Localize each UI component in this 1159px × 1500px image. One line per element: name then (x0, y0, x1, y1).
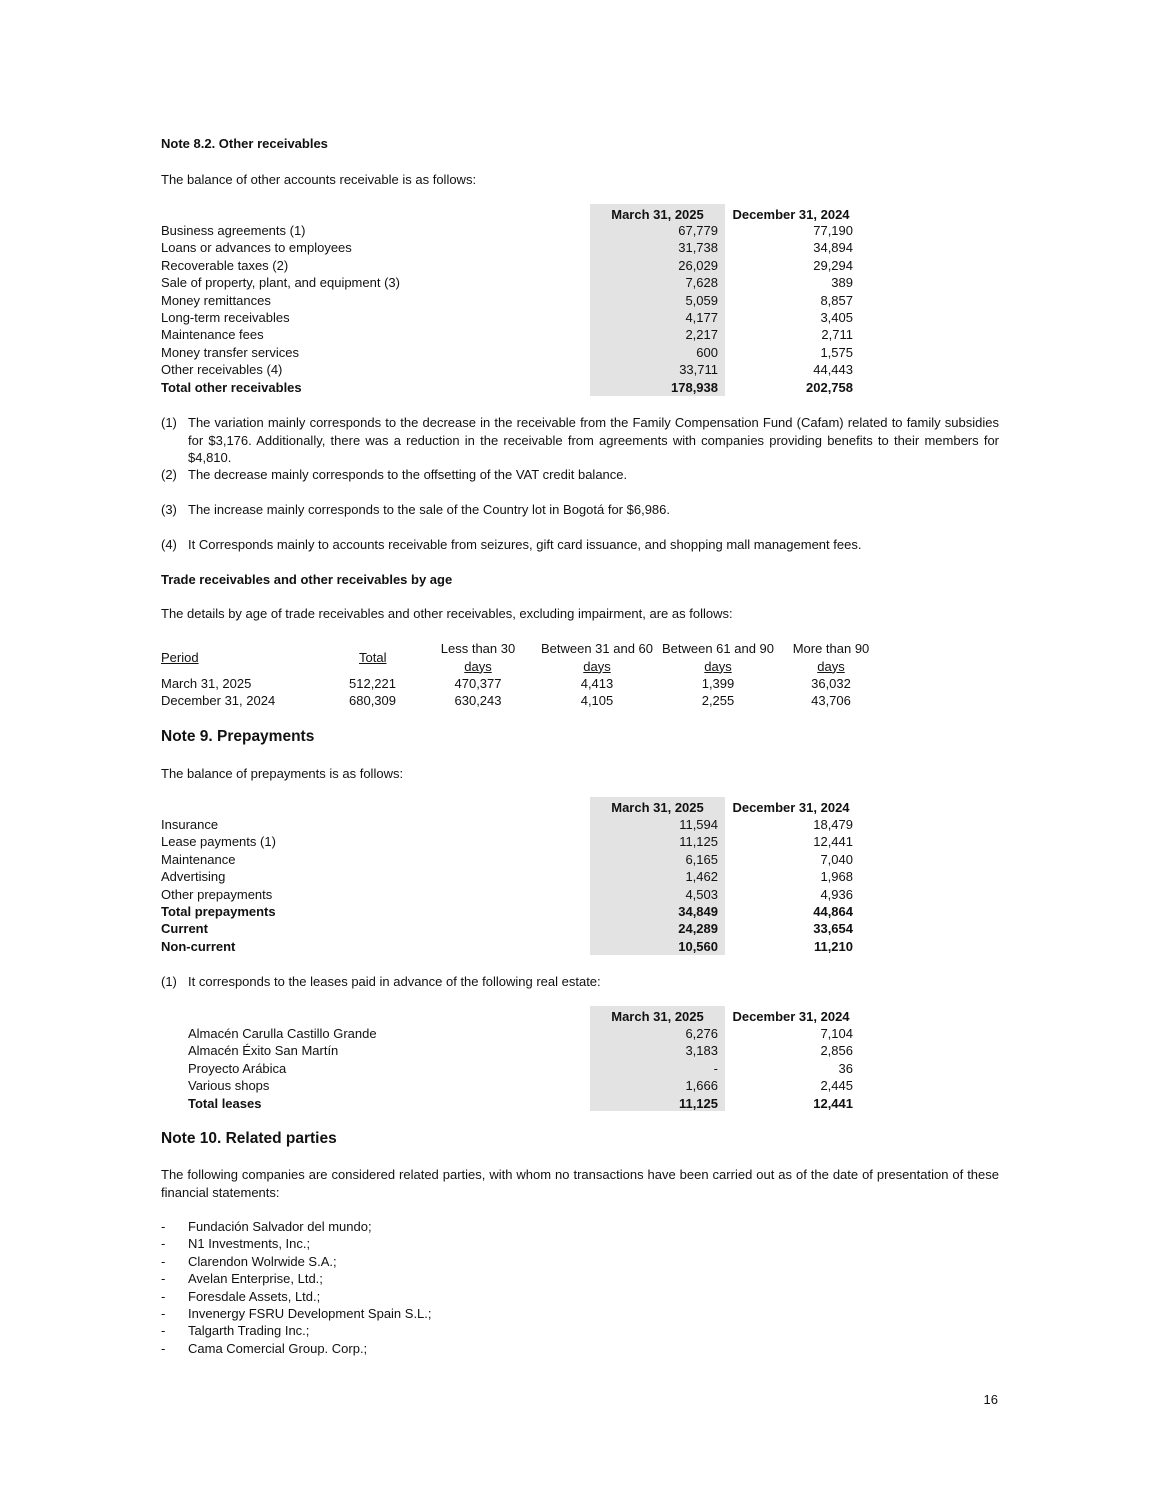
aging-header-total: Total (359, 650, 387, 665)
footnote-text: The increase mainly corresponds to the sale of the Country lot in Bogotá for $6,986. (188, 502, 670, 517)
value-cell: 1,968 (820, 869, 853, 885)
header-line: Between 61 and 90 (661, 641, 775, 656)
row-label: Almacén Éxito San Martín (188, 1043, 339, 1059)
company-name: Foresdale Assets, Ltd.; (188, 1288, 321, 1304)
total-value-cell: 12,441 (813, 1095, 853, 1111)
total-value-cell: 202,758 (806, 379, 853, 395)
col-header-march-2025: March 31, 2025 (611, 207, 704, 222)
company-name: Invenergy FSRU Development Spain S.L.; (188, 1305, 432, 1321)
footnote-text: It corresponds to the leases paid in advance of the following real estate: (188, 974, 601, 989)
value-cell: 2,217 (685, 327, 718, 343)
note-8-2-title: Note 8.2. Other receivables (161, 136, 328, 151)
b3160-cell: 4,413 (580, 676, 614, 691)
value-cell: 44,443 (813, 362, 853, 378)
prepayments-labels (161, 816, 276, 955)
b6190-cell: 2,255 (701, 693, 735, 708)
period-cell: December 31, 2024 (161, 693, 276, 708)
footnote-number: (1) (161, 974, 177, 989)
aging-title: Trade receivables and other receivables by age (161, 572, 453, 587)
list-item (161, 1340, 432, 1357)
value-cell: 29,294 (813, 257, 853, 273)
value-cell: 6,165 (685, 851, 718, 867)
value-cell: 3,183 (685, 1043, 718, 1059)
row-label: Long-term receivables (161, 309, 290, 325)
total-row-label: Non-current (161, 938, 236, 954)
value-cell: 7,628 (685, 275, 718, 291)
lt30-cell: 630,243 (454, 693, 502, 708)
value-cell: 26,029 (678, 257, 718, 273)
dash-bullet: - (161, 1305, 166, 1321)
row-label: Advertising (161, 869, 226, 885)
dash-bullet: - (161, 1288, 166, 1304)
total-value-cell: 33,654 (813, 921, 853, 937)
aging-header-31-60 (537, 640, 657, 675)
value-cell: 18,479 (813, 817, 853, 832)
row-label: Insurance (161, 817, 219, 832)
total-value-cell: 10,560 (678, 938, 718, 954)
footnote-number: (2) (161, 467, 177, 482)
total-value-cell: 11,210 (813, 938, 853, 954)
note-10-intro: The following companies are considered related parties, with whom no transactions have been carried out as of the date of presentation of these financial statements: (161, 1167, 999, 1200)
list-item (161, 1288, 432, 1305)
row-label: Almacén Carulla Castillo Grande (188, 1026, 377, 1041)
value-cell: 67,779 (678, 223, 718, 238)
value-cell: - (713, 1060, 718, 1076)
value-cell: 4,503 (685, 886, 718, 902)
total-row-label: Total leases (188, 1095, 262, 1111)
period-cell: March 31, 2025 (161, 676, 252, 691)
list-item (161, 1322, 432, 1339)
gt90-cell: 36,032 (811, 676, 851, 691)
company-name: Talgarth Trading Inc.; (188, 1323, 310, 1339)
total-row-label: Total other receivables (161, 379, 302, 395)
total-cell: 680,309 (349, 693, 396, 708)
col-header-dec-2024: December 31, 2024 (732, 1009, 850, 1024)
value-cell: 1,575 (820, 344, 853, 360)
aging-header-period: Period (161, 650, 199, 665)
other-receivables-march-values (600, 222, 718, 396)
total-row-label: Total prepayments (161, 903, 276, 919)
list-item (161, 1305, 432, 1322)
value-cell: 2,856 (820, 1043, 853, 1059)
total-value-cell: 178,938 (671, 379, 718, 395)
note-8-2-intro: The balance of other accounts receivable is as follows: (161, 172, 477, 187)
value-cell: 3,405 (820, 309, 853, 325)
b6190-cell: 1,399 (701, 676, 735, 691)
footnote-text: It Corresponds mainly to accounts receivable from seizures, gift card issuance, and shopping mall management fees. (188, 537, 862, 552)
value-cell: 12,441 (813, 834, 853, 850)
leases-dec-values (735, 1025, 853, 1112)
row-label: Proyecto Arábica (188, 1060, 287, 1076)
list-item (161, 1253, 432, 1270)
row-label: Loans or advances to employees (161, 240, 352, 256)
value-cell: 11,125 (679, 834, 718, 850)
value-cell: 34,894 (813, 240, 853, 256)
row-label: Maintenance fees (161, 327, 264, 343)
dash-bullet: - (161, 1219, 166, 1234)
row-label: Recoverable taxes (2) (161, 257, 289, 273)
value-cell: 11,594 (679, 817, 718, 832)
row-label: Money transfer services (161, 344, 299, 360)
company-name: Avelan Enterprise, Ltd.; (188, 1271, 323, 1287)
dash-bullet: - (161, 1253, 166, 1269)
related-parties-list (161, 1218, 432, 1357)
value-cell: 4,936 (820, 886, 853, 902)
value-cell: 4,177 (685, 309, 718, 325)
footnote-number: (4) (161, 537, 177, 552)
leases-labels (188, 1025, 377, 1112)
header-line: More than 90 (792, 641, 870, 656)
list-item (161, 1235, 432, 1252)
total-row-label: Current (161, 921, 208, 937)
company-name: Clarendon Wolrwide S.A.; (188, 1253, 337, 1269)
leases-march-values (600, 1025, 718, 1112)
other-receivables-dec-values (735, 222, 853, 396)
aging-row (0, 692, 1159, 710)
gt90-cell: 43,706 (811, 693, 851, 708)
value-cell: 33,711 (679, 362, 718, 378)
note-10-title: Note 10. Related parties (161, 1130, 337, 1147)
header-line: days (464, 658, 492, 674)
value-cell: 6,276 (685, 1026, 718, 1041)
prepayments-march-values (600, 816, 718, 955)
note-9-title: Note 9. Prepayments (161, 728, 315, 745)
row-label: Business agreements (1) (161, 223, 306, 238)
list-item (161, 1270, 432, 1287)
col-header-march-2025: March 31, 2025 (611, 800, 704, 815)
header-line: Between 31 and 60 (540, 641, 654, 656)
company-name: Fundación Salvador del mundo; (188, 1219, 372, 1234)
value-cell: 7,040 (820, 851, 853, 867)
row-label: Money remittances (161, 292, 271, 308)
value-cell: 5,059 (685, 292, 718, 308)
col-header-march-2025: March 31, 2025 (611, 1009, 704, 1024)
footnote-text: The decrease mainly corresponds to the offsetting of the VAT credit balance. (188, 467, 628, 482)
b3160-cell: 4,105 (580, 693, 614, 708)
header-line: days (704, 658, 732, 674)
footnote-number: (1) (161, 415, 177, 430)
row-label: Sale of property, plant, and equipment (3) (161, 275, 400, 291)
col-header-dec-2024: December 31, 2024 (732, 800, 850, 815)
dash-bullet: - (161, 1236, 166, 1252)
value-cell: 77,190 (813, 223, 853, 238)
footnote-text: The variation mainly corresponds to the decrease in the receivable from the Family Compensation Fund (Cafam) related to family subsidies for $3,176. Additionally, there was a reduction in the receivable from agreements with companies providing benefits to their members for $4,810. (188, 415, 999, 465)
aging-row (0, 675, 1159, 693)
footnote-number: (3) (161, 502, 177, 517)
list-item (161, 1218, 432, 1235)
dash-bullet: - (161, 1271, 166, 1287)
total-value-cell: 24,289 (678, 921, 718, 937)
total-value-cell: 34,849 (678, 903, 718, 919)
value-cell: 600 (696, 344, 718, 360)
value-cell: 2,711 (821, 327, 853, 343)
aging-header-61-90 (658, 640, 778, 675)
company-name: Cama Comercial Group. Corp.; (188, 1340, 368, 1356)
row-label: Maintenance (161, 851, 236, 867)
lt30-cell: 470,377 (454, 676, 502, 691)
header-line: days (583, 658, 611, 674)
prepayments-dec-values (735, 816, 853, 955)
note-9-intro: The balance of prepayments is as follows: (161, 766, 404, 781)
value-cell: 2,445 (820, 1078, 853, 1094)
row-label: Other receivables (4) (161, 362, 283, 378)
page-number: 16 (983, 1392, 998, 1407)
value-cell: 1,666 (685, 1078, 718, 1094)
total-cell: 512,221 (349, 676, 396, 691)
dash-bullet: - (161, 1323, 166, 1339)
aging-intro: The details by age of trade receivables and other receivables, excluding impairment, are as follows: (161, 606, 733, 621)
value-cell: 1,462 (685, 869, 718, 885)
company-name: N1 Investments, Inc.; (188, 1236, 311, 1252)
dash-bullet: - (161, 1340, 166, 1356)
aging-header-lt30 (428, 640, 528, 675)
total-value-cell: 11,125 (678, 1095, 718, 1111)
row-label: Lease payments (1) (161, 834, 276, 850)
row-label: Various shops (188, 1078, 270, 1094)
value-cell: 389 (831, 275, 853, 291)
col-header-dec-2024: December 31, 2024 (732, 207, 850, 222)
other-receivables-labels (161, 222, 400, 396)
value-cell: 31,738 (678, 240, 718, 256)
value-cell: 36 (838, 1060, 853, 1076)
header-line: days (817, 658, 845, 674)
value-cell: 8,857 (820, 292, 853, 308)
header-line: Less than 30 (440, 641, 516, 656)
total-value-cell: 44,864 (813, 903, 853, 919)
aging-header-gt90 (781, 640, 881, 675)
value-cell: 7,104 (820, 1026, 853, 1041)
row-label: Other prepayments (161, 886, 273, 902)
